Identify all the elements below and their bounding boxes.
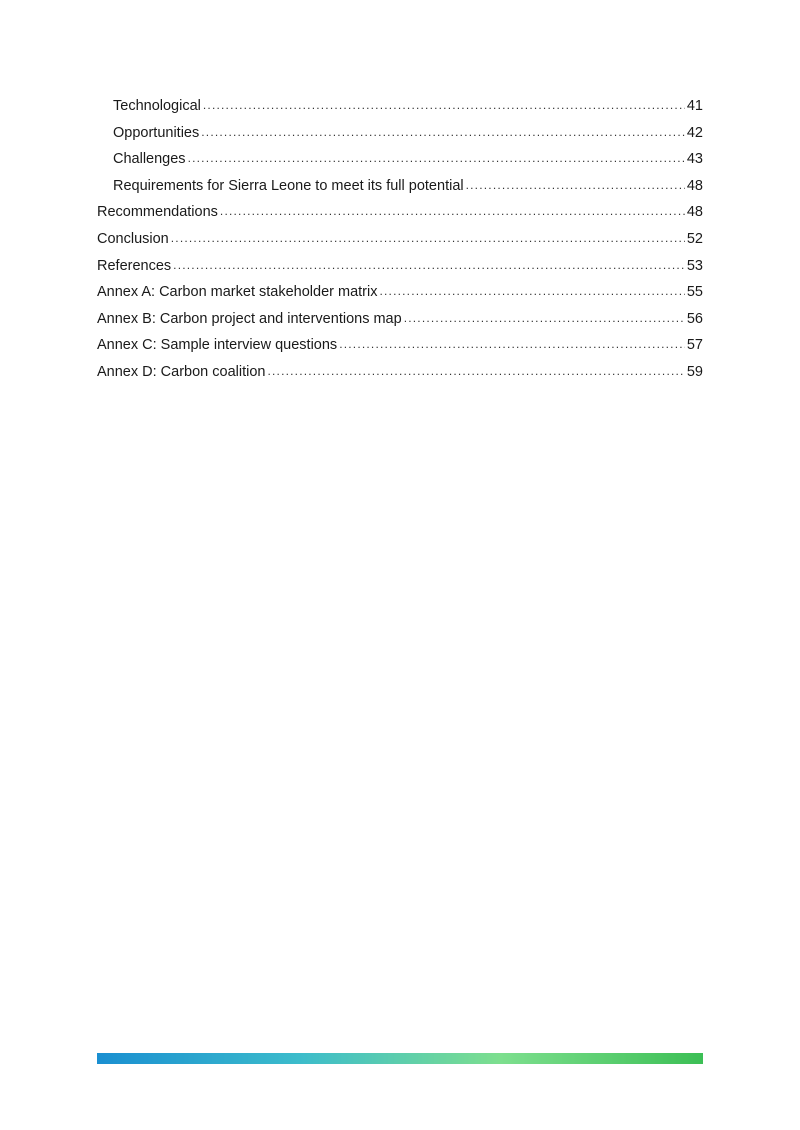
toc-dot-leader bbox=[220, 201, 685, 221]
toc-entry-page: 41 bbox=[686, 98, 703, 114]
toc-entry-page: 48 bbox=[686, 177, 703, 194]
toc-entry-page: 52 bbox=[686, 230, 703, 247]
toc-entry-page: 55 bbox=[686, 284, 703, 301]
toc-entry-title: Annex C: Sample interview questions bbox=[97, 337, 338, 354]
toc-dot-leader bbox=[267, 361, 684, 381]
toc-entry-title: Opportunities bbox=[113, 124, 200, 141]
toc-entry-title: References bbox=[97, 257, 172, 274]
toc-dot-leader bbox=[339, 334, 685, 354]
toc-entry-title: Technological bbox=[113, 98, 201, 114]
toc-entry-title: Recommendations bbox=[97, 204, 218, 221]
toc-entry-title: Annex A: Carbon market stakeholder matrix bbox=[97, 284, 378, 301]
toc-entry-page: 57 bbox=[686, 337, 703, 354]
toc-entry[interactable] bbox=[97, 176, 703, 203]
footer-gradient-bar bbox=[97, 1053, 703, 1064]
toc-entry[interactable] bbox=[97, 362, 703, 389]
toc-dot-leader bbox=[201, 122, 685, 142]
toc-entry[interactable] bbox=[97, 96, 703, 123]
toc-entry-page: 59 bbox=[686, 363, 703, 380]
toc-entry-page: 42 bbox=[686, 124, 703, 141]
toc-entry-title: Requirements for Sierra Leone to meet its full potential bbox=[113, 177, 464, 194]
toc-entry[interactable] bbox=[97, 309, 703, 336]
toc-entry[interactable] bbox=[97, 202, 703, 229]
toc-entry-page: 56 bbox=[686, 310, 703, 327]
toc-entry[interactable] bbox=[97, 149, 703, 176]
toc-dot-leader bbox=[404, 308, 685, 328]
toc-dot-leader bbox=[379, 281, 684, 301]
toc-entry[interactable] bbox=[97, 123, 703, 150]
table-of-contents bbox=[97, 96, 703, 389]
toc-dot-leader bbox=[188, 148, 685, 168]
toc-entry-title: Challenges bbox=[113, 151, 186, 168]
toc-entry-title: Conclusion bbox=[97, 230, 169, 247]
toc-entry[interactable] bbox=[97, 229, 703, 256]
toc-entry-page: 43 bbox=[686, 151, 703, 168]
toc-entry-title: Annex B: Carbon project and interventions map bbox=[97, 310, 402, 327]
toc-entry[interactable] bbox=[97, 256, 703, 283]
toc-dot-leader bbox=[203, 95, 685, 115]
toc-dot-leader bbox=[466, 175, 685, 195]
toc-entry[interactable] bbox=[97, 282, 703, 309]
toc-dot-leader bbox=[173, 255, 685, 275]
toc-entry-page: 53 bbox=[686, 257, 703, 274]
toc-entry-title: Annex D: Carbon coalition bbox=[97, 363, 266, 380]
toc-entry[interactable] bbox=[97, 335, 703, 362]
toc-entry-page: 48 bbox=[686, 204, 703, 221]
toc-dot-leader bbox=[171, 228, 685, 248]
